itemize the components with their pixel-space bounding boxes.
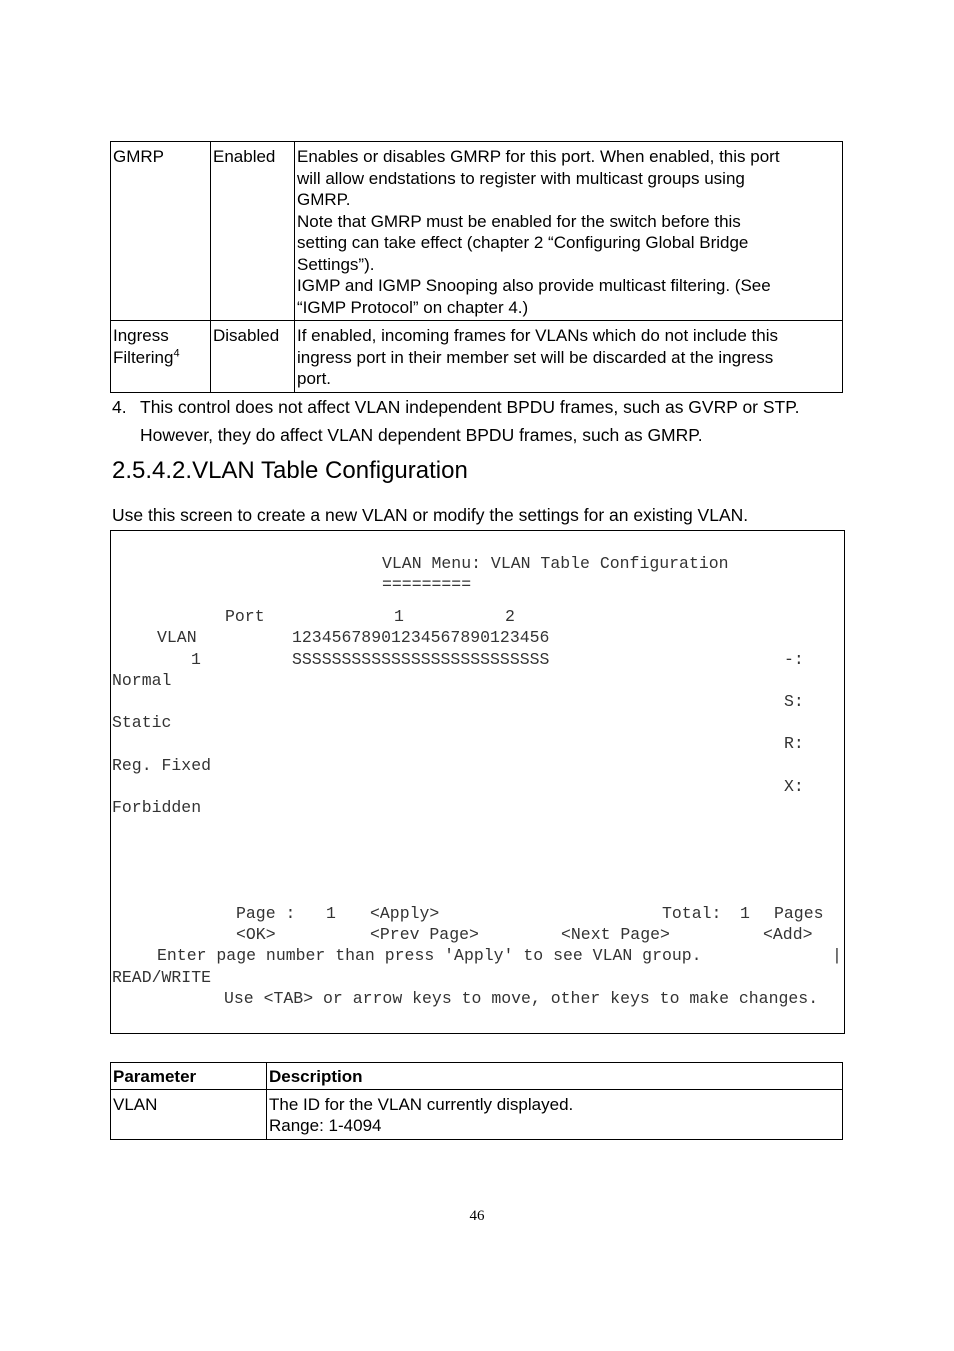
description-line: ingress port in their member set will be discarded at the ingress (297, 347, 774, 367)
description-line: port. (297, 369, 332, 388)
access-mode: READ/WRITE (112, 968, 212, 987)
port-settings-table (110, 141, 843, 393)
parameter-name: VLAN (111, 1089, 267, 1139)
vlan-membership[interactable]: SSSSSSSSSSSSSSSSSSSSSSSSSS (292, 650, 550, 669)
table-row (111, 321, 843, 393)
footnote-text: However, they do affect VLAN dependent BPDU frames, such as GMRP. (140, 425, 703, 445)
legend-key: S: (784, 692, 804, 711)
setting-default: Disabled (211, 321, 295, 393)
description-line: The ID for the VLAN currently displayed. (269, 1094, 574, 1114)
total-value: 1 (740, 904, 750, 923)
table-header-row (111, 1063, 843, 1090)
legend-text: Reg. Fixed (112, 756, 212, 775)
setting-description (295, 142, 843, 321)
add-button[interactable]: <Add> (763, 925, 813, 944)
help-line: Use <TAB> or arrow keys to move, other keys to make changes. (224, 989, 819, 1008)
setting-default: Enabled (211, 142, 295, 321)
total-label: Total: (662, 904, 722, 923)
description-line: Enables or disables GMRP for this port. When enabled, this port (297, 147, 780, 166)
page-number-field[interactable]: 1 (326, 904, 336, 923)
terminal-screen (110, 530, 845, 1034)
port-digits: 12345678901234567890123456 (292, 628, 550, 647)
description-line: IGMP and IGMP Snooping also provide multicast filtering. (See (297, 276, 771, 295)
description-line: If enabled, incoming frames for VLANs which do not include this (297, 326, 778, 345)
separator: | (832, 946, 842, 965)
footnote (112, 393, 852, 449)
page-number: 46 (469, 1208, 485, 1224)
setting-name-line: Filtering (113, 347, 174, 367)
apply-button[interactable]: <Apply> (370, 904, 440, 923)
parameter-description (267, 1089, 843, 1139)
setting-name-line: Ingress (113, 326, 169, 345)
description-line: Note that GMRP must be enabled for the switch before this (297, 211, 741, 231)
hint-line: Enter page number than press 'Apply' to see VLAN group. (157, 946, 702, 965)
title-underline: ========= (382, 575, 472, 594)
description-line: setting can take effect (chapter 2 “Configuring Global Bridge (297, 233, 749, 252)
setting-name: GMRP (111, 142, 211, 321)
header-description: Description (267, 1063, 843, 1090)
description-line: Settings”). (297, 254, 375, 274)
header-parameter: Parameter (111, 1063, 267, 1090)
description-line: Range: 1-4094 (269, 1116, 382, 1135)
page-label: Page : (236, 904, 296, 923)
setting-description (295, 321, 843, 393)
description-line: will allow endstations to register with multicast groups using (297, 168, 745, 188)
screen-title: VLAN Menu: VLAN Table Configuration (382, 554, 729, 573)
vlan-label: VLAN (157, 628, 197, 647)
legend-text: Static (112, 713, 172, 732)
intro-text: Use this screen to create a new VLAN or modify the settings for an existing VLAN. (112, 505, 749, 525)
parameter-table (110, 1062, 843, 1140)
setting-name (111, 321, 211, 393)
footnote-text: This control does not affect VLAN independent BPDU frames, such as GVRP or STP. (140, 397, 800, 417)
legend-key: -: (784, 650, 804, 669)
port-label: Port (225, 607, 265, 626)
prev-page-button[interactable]: <Prev Page> (370, 925, 479, 944)
port-tens-label: 2 (505, 607, 515, 626)
vlan-id[interactable]: 1 (191, 650, 201, 669)
footnote-marker: 4 (173, 346, 180, 359)
table-row (111, 1089, 843, 1139)
legend-key: X: (784, 777, 804, 796)
pages-label: Pages (774, 904, 824, 923)
legend-text: Normal (112, 671, 172, 690)
section-heading: 2.5.4.2.VLAN Table Configuration (112, 457, 468, 484)
next-page-button[interactable]: <Next Page> (561, 925, 670, 944)
legend-text: Forbidden (112, 798, 202, 817)
legend-key: R: (784, 734, 804, 753)
description-line: “IGMP Protocol” on chapter 4.) (297, 297, 529, 317)
ok-button[interactable]: <OK> (236, 925, 276, 944)
description-line: GMRP. (297, 190, 351, 209)
table-row (111, 142, 843, 321)
port-tens-label: 1 (394, 607, 404, 626)
footnote-number: 4. (112, 397, 127, 417)
